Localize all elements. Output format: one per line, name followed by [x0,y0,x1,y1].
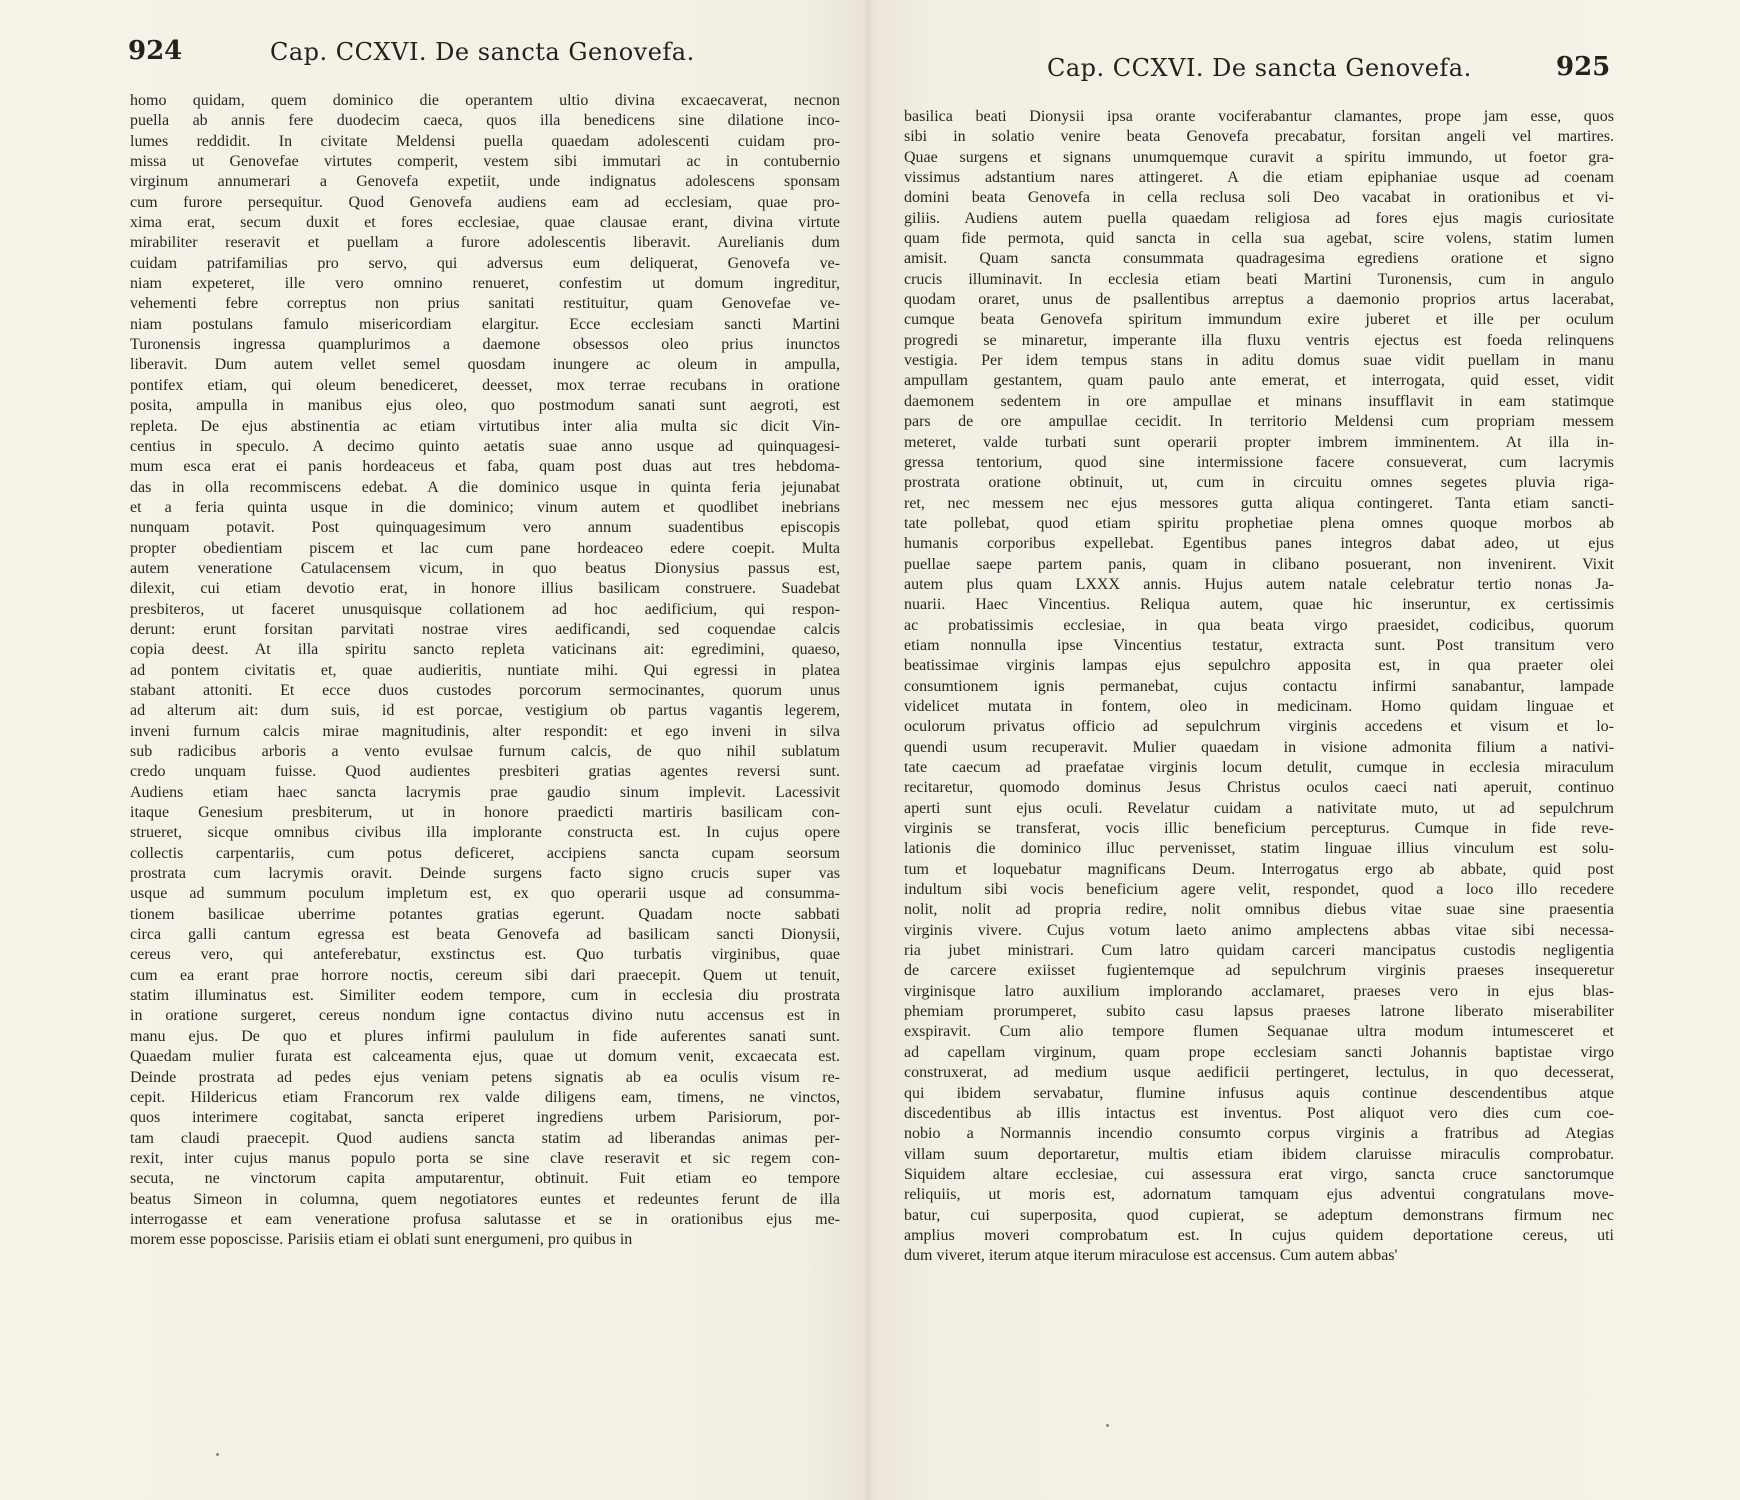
page-gutter [862,0,874,1500]
text-line: et a feria quinta usque in die dominico; vinum autem et quodlibet inebrians [130,498,840,516]
text-line: nunquam potavit. Post quinquagesimum vero annum suadentibus episcopis [130,519,840,537]
text-line: virginisque latro auxilium implorando acclamaret, praeses vero in ejus blas- [904,982,1614,1000]
text-line: missa ut Genovefae virtutes comperit, vestem sibi immutari ac in contubernio [130,153,840,171]
text-line: in oratione surgeret, cereus nondum igne contactus divino nutu accensus est in [130,1007,840,1025]
text-line: vissimus adstantium nares attingeret. A die etiam epiphaniae usque ad coenam [904,169,1614,187]
text-line: humanis corporibus expellebat. Egentibus panes integros dabat adeo, ut ejus [904,535,1614,553]
text-line: de carcere exiisset fugientemque ad sepulchrum virginis praeses insequeretur [904,962,1614,980]
text-line: presbiteros, ut faceret unusquisque collationem ad hoc aedificium, qui respon- [130,600,840,618]
text-line: ad alterum ait: dum suis, id est porcae, vestigium ob partus vagantis legerem, [130,702,840,720]
paper-speck [216,1453,219,1456]
text-line: inveni furnum calcis mirae magnitudinis, alter respondit: et ego inveni in silva [130,722,840,740]
text-line: prostrata oratione obtinuit, ut, cum in circuitu omnes segetes pluvia riga- [904,474,1614,492]
text-line: daemonem sedentem in ore ampullae et minans insufflavit in eam statimque [904,392,1614,410]
text-line: Quae surgens et signans unumquemque curavit a spiritu immundo, ut foetor gra- [904,148,1614,166]
text-line: meteret, valde turbati sunt operarii propter imbrem imminentem. At illa in- [904,433,1614,451]
text-line: videlicet mutata in fontem, oleo in medicinam. Homo quidam linguae et [904,697,1614,715]
text-line: ad capellam virginum, quam prope ecclesiam sancti Johannis baptistae virgo [904,1043,1614,1061]
text-line: Quaedam mulier furata est calceamenta ejus, quae ut domum venit, excaecata est. [130,1048,840,1066]
text-line: mum esca erat ei panis hordeaceus et faba, quam post duas aut tres hebdoma- [130,458,840,476]
text-line: sub radicibus arboris a vento evulsae furnum calcis, de quo nihil sublatum [130,743,840,760]
text-line: centius in speculo. A decimo quinto aetatis suae anno usque ad quinquagesi- [130,437,840,455]
text-line: discedentibus ab illis intactus est inventus. Post aliquot vero dies cum coe- [904,1104,1614,1122]
text-line: domini beata Genovefa in cella reclusa soli Deo vacabat in orationibus et vi- [904,189,1614,207]
text-line: tate pollebat, quod etiam spiritu prophetiae plena omnes quoque morbos ab [904,514,1614,532]
text-line: virginis vivere. Cujus votum laeto animo amplectens abbas vitae sibi necessa- [904,921,1614,939]
text-line: nobio a Normannis incendio consumto corpus virginis a fratribus ad Ategias [904,1125,1614,1143]
text-line: crucis illuminavit. In ecclesia etiam beati Martini Turonensis, cum in angulo [904,270,1614,288]
text-line: amplius moveri comprobatum est. In cujus quidem deportatione cereus, uti [904,1226,1614,1244]
text-line: beatus Simeon in columna, quem negotiatores euntes et redeuntes ferunt de illa [130,1190,840,1208]
text-line: dilexit, cui etiam devotio erat, in honore illius basilicam construere. Suadebat [130,580,840,598]
text-line: collectis carpentariis, cum potus deficeret, accipiens sancta cupam seorsum [130,844,840,862]
text-line: quendi usum recuperavit. Mulier quaedam in visione admonita filium a nativi- [904,738,1614,756]
text-line: villam suum deportaretur, multis etiam ibidem claruisse miraculis comprobatur. [904,1145,1614,1163]
left-body-text [130,91,840,1251]
text-line: derunt: erunt forsitan parvitati nostrae vires aedificandi, sed coquendae calcis [130,620,840,638]
text-line: cuidam patrifamilias pro servo, qui adversus eum deliquerat, Genovefa ve- [130,254,840,272]
text-line: puella ab annis fere duodecim caeca, quos illa benedicens sine dilatione inco- [130,112,840,130]
right-body-text [904,107,1614,1267]
text-line: tate caecum ad praefatae virginis locum detulit, cumque in ecclesia miraculum [904,759,1614,776]
right-running-head: Cap. CCXVI. De sancta Genovefa. [1047,54,1472,82]
text-line: recitaretur, quomodo dominus Jesus Christus oculos caeci nati aperuit, continuo [904,779,1614,797]
text-line: propter obedientiam piscem et lac cum pane hordeaceo edere coepit. Multa [130,539,840,557]
text-line: nuarii. Haec Vincentius. Reliqua autem, quae hic inseruntur, ex certissimis [904,596,1614,614]
text-line: prostrata cum lacrymis oravit. Deinde surgens facto signo crucis super vas [130,865,840,883]
text-line: quos interimere cogitabat, sancta eriperet ingrediens urbem Parisiorum, por- [130,1109,840,1127]
text-line: tam claudi praecepit. Quod audiens sancta statim ad liberandas animas per- [130,1129,840,1147]
paper-speck [1106,1424,1109,1427]
text-line: puellae saepe partem panis, quam in clibano posuerant, non invenirent. Vixit [904,555,1614,573]
text-line: reliquiis, ut moris est, adornatum tamquam ejus adventui congratulans move- [904,1186,1614,1204]
text-line: construxerat, ad medium usque aedificii pertingeret, lectulus, in quo decesserat, [904,1064,1614,1082]
text-line: Audiens etiam haec sancta lacrymis prae gaudio sinum implevit. Lacessivit [130,783,840,801]
text-line: beatissimae virginis lampas ejus sepulchro apposita est, in qua praeter olei [904,657,1614,675]
right-page [874,0,1740,1500]
text-line: repleta. De ejus abstinentia ac etiam virtutibus inter alia multa sic dicit Vin- [130,417,840,435]
text-line: ret, nec messem nec ejus messores gutta aliqua contingeret. Tanta etiam sancti- [904,494,1614,512]
text-line: ac probatissimis ecclesiae, in qua beata virgo praesidet, codicibus, quorum [904,616,1614,634]
text-line: indultum sibi vocis beneficium agere velit, respondet, quod a loco illo recedere [904,881,1614,899]
text-line: secuta, ne vinctorum capita amputarentur, obtinuit. Fuit etiam eo tempore [130,1170,840,1188]
text-line: etiam nonnulla ipse Vincentius testatur, extracta sunt. Post transitum vero [904,636,1614,654]
text-line: tionem basilicae uberrime potantes gratias egerunt. Quadam nocte sabbati [130,905,840,923]
text-line: pontifex etiam, qui oleum benediceret, deesset, mox terrae recubans in oratione [130,376,840,394]
text-line: virginis se transferat, vocis illic beneficium percepturus. Cumque in fide reve- [904,820,1614,838]
text-line: morem esse poposcisse. Parisiis etiam ei oblati sunt energumeni, pro quibus in [130,1231,633,1249]
text-line: liberavit. Dum autem vellet semel quosdam inungere ac oleum in ampulla, [130,356,840,374]
text-line: strueret, sicque omnibus civibus illa implorante constructa est. In cujus opere [130,824,840,842]
text-line: gressa tentorium, quod sine intermissione facere consueverat, cum lacrymis [904,453,1614,471]
right-page-number: 925 [1556,52,1611,82]
text-line: rexit, inter cujus manus populo porta se sine clave reseravit et sic regem con- [130,1149,840,1167]
text-line: statim illuminatus est. Similiter eodem tempore, cum in ecclesia diu prostrata [130,987,840,1005]
text-line: cepit. Hildericus etiam Francorum rex valde diligens eam, timens, ne vinctos, [130,1088,840,1106]
text-line: aperti sunt ejus oculi. Revelatur cuidam a nativitate muto, ut ad sepulchrum [904,799,1614,817]
text-line: phemiam prorumperet, subito casu lapsus praeses latrone liberato miserabiliter [904,1003,1614,1021]
text-line: cumque beata Genovefa spiritum immundum exire juberet et ille per oculum [904,311,1614,329]
text-line: Turonensis ingressa quamplurimos a daemone obsessos oleo prius inunctos [130,336,840,354]
text-line: autem veneratione Catulacensem vicum, in quo beatus Dionysius passus est, [130,559,840,577]
text-line: vehementi febre correptus non prius sanitati restituitur, quam Genovefae ve- [130,295,840,313]
text-line: batur, cui superposita, quod cupierat, se adeptum demonstrans firmum nec [904,1206,1614,1224]
text-line: consumtionem ignis permanebat, cujus contactu infirmi sanabantur, lampade [904,677,1614,695]
text-line: interrogasse et eam veneratione profusa salutasse et se in orationibus ejus me- [130,1210,840,1228]
text-line: qui ibidem servabatur, flumine infusus aquis continue descendentibus atque [904,1084,1614,1102]
text-line: cereus vero, qui anteferebatur, exstinctus est. Quo turbatis virginibus, quae [130,946,840,964]
text-line: sibi in solatio venire beata Genovefa precabatur, forsitan angeli vel martires. [904,128,1614,146]
text-line: manu ejus. De quo et plures infirmi paululum in fide auferentes sanati sunt. [130,1027,840,1045]
text-line: homo quidam, quem dominico die operantem ultio divina excaecaverat, necnon [130,92,840,109]
text-line: virginum annumerari a Genovefa expetiit, unde indignatus adolescens sponsam [130,173,840,191]
text-line: giliis. Audiens autem puella quaedam religiosa ad fores ejus magis curiositate [904,209,1614,227]
text-line: exspiravit. Cum alio tempore flumen Sequanae ultra modum intumesceret et [904,1023,1614,1041]
text-line: nolit, nolit ad propria redire, nolit omnibus diebus vitae suae sine praesentia [904,901,1614,919]
text-line: pars de ore ampullae cecidit. In territorio Meldensi cum propriam messem [904,413,1614,431]
text-line: basilica beati Dionysii ipsa orante vociferabantur clamantes, prope jam esse, quos [904,108,1614,125]
left-page-number: 924 [128,36,183,66]
text-line: mirabiliter reseravit et puellam a furore adolescentis liberavit. Aurelianis dum [130,234,840,252]
text-line: Deinde prostrata ad pedes ejus veniam petens signatis ab ea oculis visum re- [130,1068,840,1086]
text-line: lationis die dominico illuc pervenisset, statim linguae illius vinculum est solu- [904,840,1614,858]
text-line: cum furore persequitur. Quod Genovefa audiens eam ad ecclesiam, quae pro- [130,193,840,211]
text-line: vestigia. Per idem tempus stans in aditu domus suae vidit puellam in manu [904,352,1614,370]
text-line: circa galli cantum egressa est beata Genovefa ad basilicam sancti Dionysii, [130,926,840,944]
text-line: tum et loquebatur magnificans Deum. Interrogatus ergo ab abbate, quid post [904,860,1614,878]
text-line: copia deest. At illa spiritu sancto repleta vaticinans ait: egredimini, quaeso, [130,641,840,659]
text-line: niam postulans famulo misericordiam elargitur. Ecce ecclesiam sancti Martini [130,315,840,333]
text-line: xima erat, secum duxit et fores ecclesiae, quae clausae erant, divina virtute [130,214,840,232]
text-line: ria jubet ministrari. Cum latro quidam carceri mancipatus custodis negligentia [904,942,1614,960]
text-line: dum viveret, iterum atque iterum miraculose est accensus. Cum autem abbas' [904,1247,1398,1265]
text-line: das in olla recommiscens edebat. A die dominico usque in quinta feria jejunabat [130,478,840,496]
text-line: ampullam gestantem, quam paulo ante emerat, et interrogata, quid esset, vidit [904,372,1614,390]
text-line: quam fide permota, quid sancta in cella sua agebat, scire volens, statim lumen [904,230,1614,248]
left-running-head: Cap. CCXVI. De sancta Genovefa. [270,38,695,66]
text-line: niam expeteret, ille vero omnino renueret, confestim ut domum ingreditur, [130,275,840,293]
text-line: cum ea erant prae horrore noctis, cereum sibi dari praecepit. Quem ut tenuit, [130,966,840,984]
text-line: usque ad summum poculum impletum est, ex quo operarii usque ad consumma- [130,885,840,903]
text-line: oculorum privatus officio ad sepulchrum virginis accedens et visum et lo- [904,718,1614,736]
text-line: autem plus quam LXXX annis. Hujus autem natale celebratur tertio nonas Ja- [904,575,1614,593]
left-page [0,0,862,1500]
text-line: lumes reddidit. In civitate Meldensi puella quaedam adolescenti cuidam pro- [130,132,840,150]
text-line: quodam oraret, unus de psallentibus arreptus a daemonio proprios artus lacerabat, [904,291,1614,309]
text-line: itaque Genesium presbiterum, ut in honore praedicti martiris basilicam con- [130,804,840,822]
text-line: credo unquam fuisse. Quod audientes presbiteri gratias agentes reversi sunt. [130,763,840,781]
text-line: progredi se minaretur, imperante illa fluxu ventris ejectus est foeda relinquens [904,331,1614,349]
text-line: amisit. Quam sancta consummata quadragesima egrediens oratione et signo [904,250,1614,268]
text-line: ad pontem civitatis et, quae audieritis, nuntiate mihi. Qui egressi in platea [130,661,840,679]
text-line: Siquidem altare ecclesiae, cui assessura erat virgo, sancta cruce sanctorumque [904,1165,1614,1183]
text-line: stabant attoniti. Et ecce duos custodes porcorum sermocinantes, quorum unus [130,681,840,699]
text-line: posita, ampulla in manibus ejus oleo, quo postmodum sanati sunt aegroti, est [130,397,840,415]
